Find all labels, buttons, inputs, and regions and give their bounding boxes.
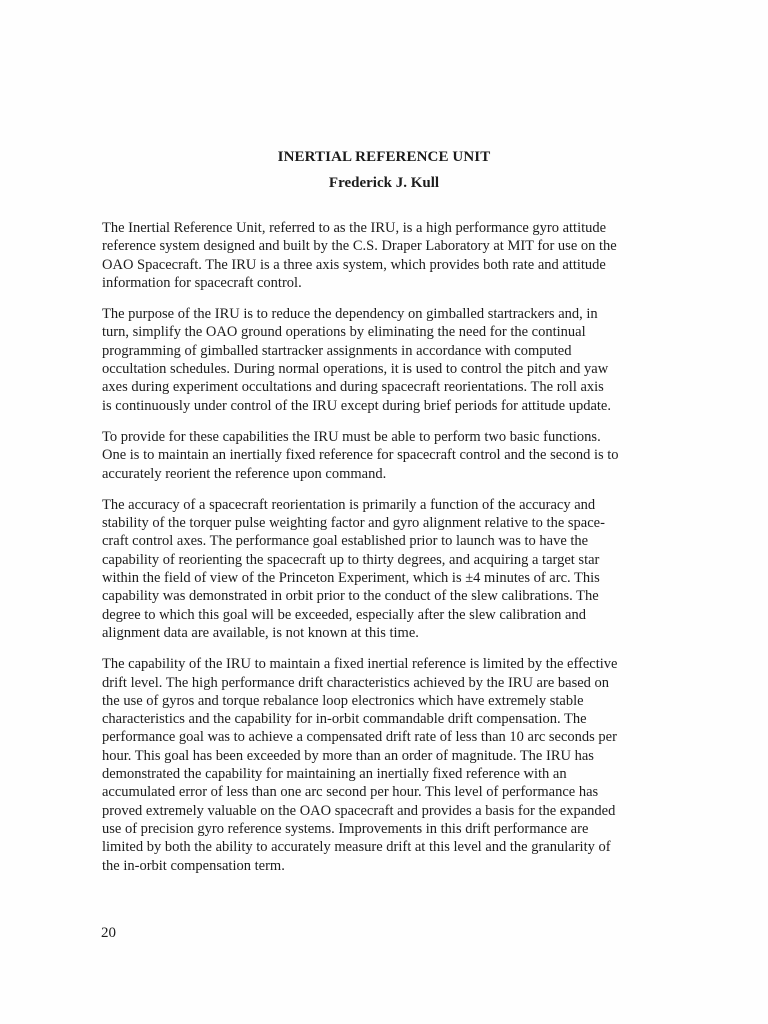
text-line: craft control axes. The performance goal established prior to launch was to have the: [102, 533, 589, 550]
text-line: hour. This goal has been exceeded by more than an order of magnitude. The IRU has: [102, 747, 594, 764]
text-line: capability was demonstrated in orbit prior to the conduct of the slew calibrations. The: [102, 588, 599, 605]
text-line: To provide for these capabilities the IRU must be able to perform two basic functions.: [102, 428, 601, 445]
text-line: turn, simplify the OAO ground operations by eliminating the need for the continual: [102, 324, 586, 341]
text-line: within the field of view of the Princeton Experiment, which is ±4 minutes of arc. This: [102, 570, 600, 587]
author-name: Frederick J. Kull: [328, 175, 440, 191]
body-text: [102, 219, 670, 888]
text-line: alignment data are available, is not known at this time.: [102, 624, 419, 641]
paragraph: [102, 219, 670, 292]
text-line: reference system designed and built by the C.S. Draper Laboratory at MIT for use on the: [102, 238, 617, 255]
paragraph: [102, 655, 670, 875]
text-line: the use of gyros and torque rebalance loop electronics which have extremely stable: [102, 692, 584, 709]
document-title: INERTIAL REFERENCE UNIT: [277, 149, 491, 165]
text-line: capability of reorienting the spacecraft up to thirty degrees, and acquiring a target star: [102, 551, 600, 568]
text-line: use of precision gyro reference systems. Improvements in this drift performance are: [102, 820, 589, 837]
text-line: demonstrated the capability for maintaining an inertially fixed reference with an: [102, 766, 567, 783]
text-line: information for spacecraft control.: [102, 274, 302, 291]
text-line: the in-orbit compensation term.: [102, 857, 285, 874]
text-line: One is to maintain an inertially fixed reference for spacecraft control and the second is to: [102, 447, 619, 464]
text-line: accurately reorient the reference upon command.: [102, 465, 387, 482]
text-line: axes during experiment occultations and during spacecraft reorientations. The roll axis: [102, 379, 604, 396]
page-number: 20: [101, 925, 116, 941]
text-line: degree to which this goal will be exceeded, especially after the slew calibration and: [102, 606, 586, 623]
text-line: drift level. The high performance drift characteristics achieved by the IRU are based on: [102, 674, 610, 691]
text-line: proved extremely valuable on the OAO spacecraft and provides a basis for the expanded: [102, 802, 616, 819]
text-line: The accuracy of a spacecraft reorientation is primarily a function of the accuracy and: [102, 496, 596, 513]
paragraph: [102, 428, 670, 483]
paragraph: [102, 305, 670, 415]
text-line: is continuously under control of the IRU except during brief periods for attitude update.: [102, 397, 611, 414]
paragraph: [102, 496, 670, 642]
text-line: limited by both the ability to accurately measure drift at this level and the granularity of: [102, 839, 611, 856]
text-line: The Inertial Reference Unit, referred to as the IRU, is a high performance gyro attitude: [102, 220, 607, 236]
text-line: The purpose of the IRU is to reduce the dependency on gimballed startrackers and, in: [102, 306, 598, 323]
text-line: The capability of the IRU to maintain a fixed inertial reference is limited by the effective: [102, 656, 618, 673]
text-line: OAO Spacecraft. The IRU is a three axis system, which provides both rate and attitude: [102, 256, 606, 273]
text-line: stability of the torquer pulse weighting factor and gyro alignment relative to the space-: [102, 515, 605, 532]
text-line: characteristics and the capability for in-orbit commandable drift compensation. The: [102, 711, 587, 728]
text-line: performance goal was to achieve a compensated drift rate of less than 10 arc seconds per: [102, 729, 617, 746]
text-line: accumulated error of less than one arc second per hour. This level of performance has: [102, 784, 599, 801]
text-line: occultation schedules. During normal operations, it is used to control the pitch and yaw: [102, 361, 609, 378]
text-line: programming of gimballed startracker assignments in accordance with computed: [102, 342, 572, 359]
